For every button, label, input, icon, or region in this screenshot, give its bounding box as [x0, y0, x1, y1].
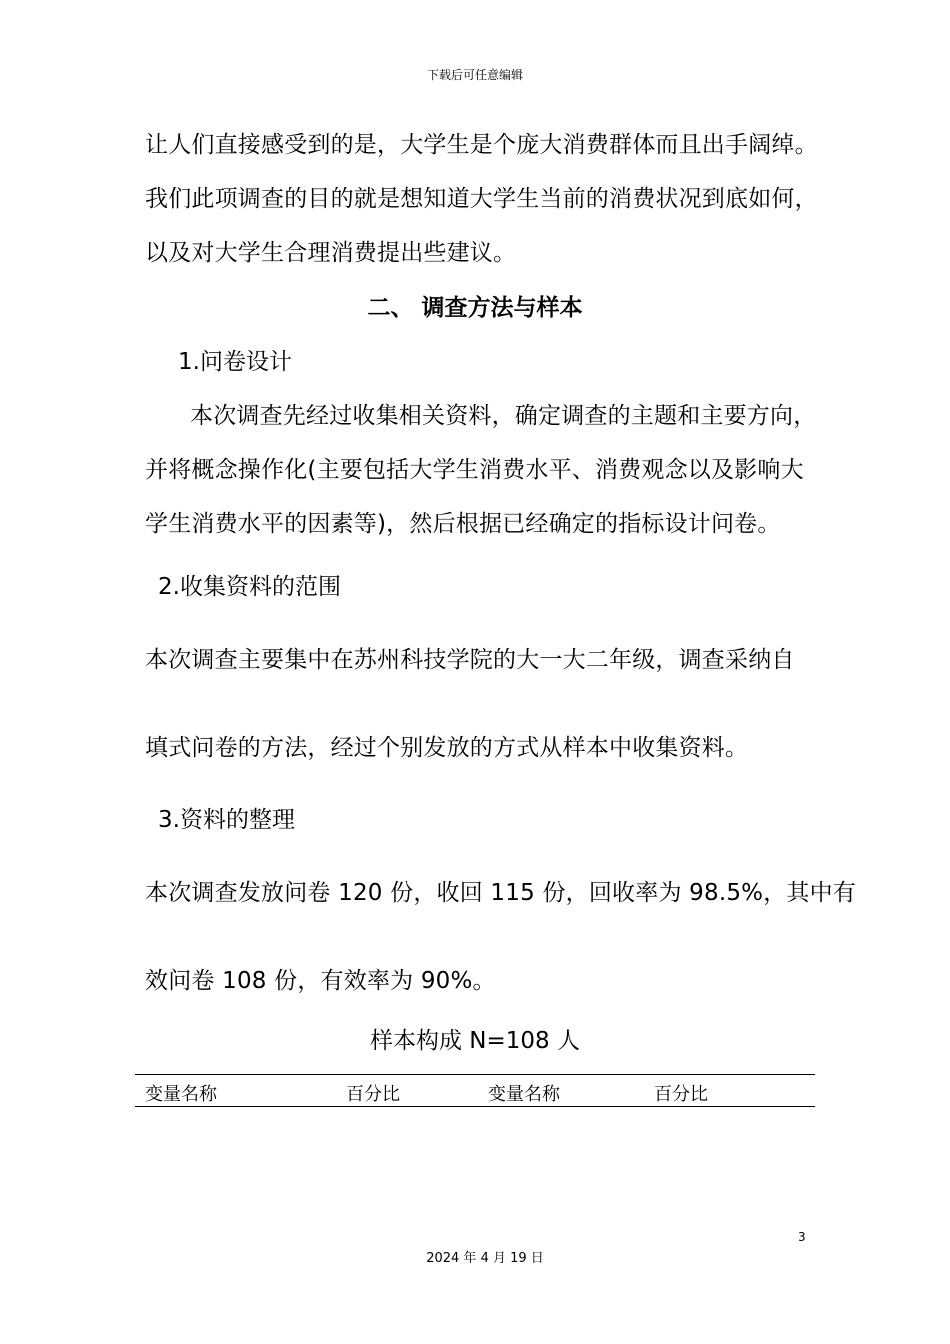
sub3-line-1: 本次调查发放问卷 120 份，收回 115 份，回收率为 98.5%，其中有: [145, 880, 857, 906]
table-title: 样本构成 N=108 人: [370, 1028, 580, 1054]
intro-line-2: 我们此项调查的目的就是想知道大学生当前的消费状况到底如何，: [145, 186, 818, 212]
section-heading: 二、 调查方法与样本: [367, 295, 583, 321]
sub3-line-2: 效问卷 108 份，有效率为 90%。: [145, 968, 496, 994]
table-top-rule: [135, 1074, 815, 1075]
table-header-rule: [135, 1106, 815, 1107]
header-note: 下载后可任意编辑: [426, 68, 523, 82]
sub2-line-1: 本次调查主要集中在苏州科技学院的大一大二年级，调查采纳自: [145, 647, 795, 673]
sub1-line-1: 本次调查先经过收集相关资料，确定调查的主题和主要方向，: [190, 403, 817, 429]
table-header-percentage: 百分比: [346, 1084, 400, 1105]
intro-line-3: 以及对大学生合理消费提出些建议。: [145, 240, 517, 266]
footer-date: 2024 年 4 月 19 日: [426, 1251, 544, 1266]
table-header-variable-name-2: 变量名称: [488, 1084, 560, 1105]
sub2-line-2: 填式问卷的方法，经过个别发放的方式从样本中收集资料。: [145, 735, 749, 761]
page-number: 3: [798, 1230, 806, 1244]
sub1-line-3: 学生消费水平的因素等)，然后根据已经确定的指标设计问卷。: [145, 511, 781, 537]
intro-line-1: 让人们直接感受到的是，大学生是个庞大消费群体而且出手阔绰。: [145, 132, 818, 158]
sub-heading-data-scope: 2.收集资料的范围: [158, 574, 341, 600]
sub-heading-questionnaire-design: 1.问卷设计: [178, 349, 292, 375]
sub-heading-data-processing: 3.资料的整理: [158, 807, 295, 833]
table-header-percentage-2: 百分比: [654, 1084, 708, 1105]
sub1-line-2: 并将概念操作化(主要包括大学生消费水平、消费观念以及影响大: [145, 457, 804, 483]
table-header-variable-name: 变量名称: [145, 1084, 217, 1105]
